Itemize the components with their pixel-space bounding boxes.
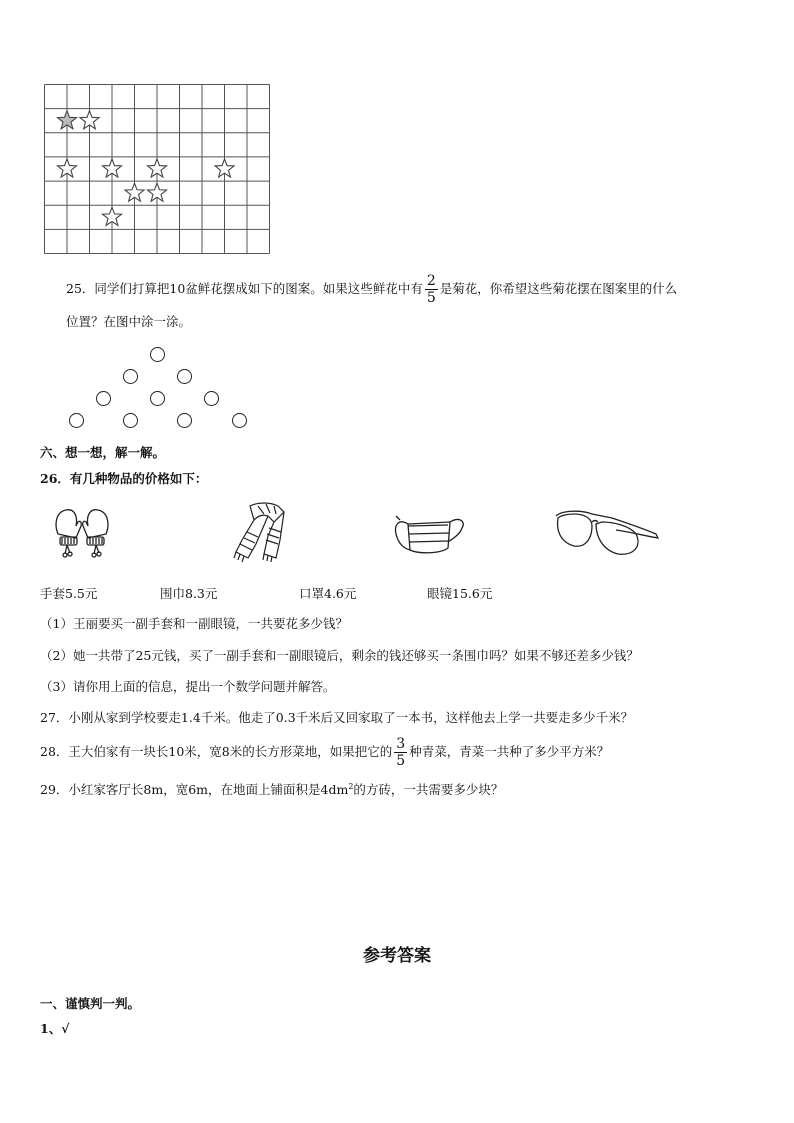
q28-suffix: 种青菜，青菜一共种了多少平方米？ (409, 744, 610, 759)
gloves-price: 手套5.5元 (40, 586, 98, 601)
q29-suffix: 的方砖，一共需要多少块？ (353, 782, 504, 797)
q25-fraction (425, 273, 438, 306)
q26-sub3: （3）请你用上面的信息，提出一个数学问题并解答。 (40, 679, 336, 694)
q26-title: 26．有几种物品的价格如下： (40, 471, 208, 486)
flower-circle[interactable] (150, 391, 165, 406)
answers-title: 参考答案 (363, 946, 431, 966)
scarf-icon (228, 500, 294, 564)
q28-frac-den: 5 (396, 753, 406, 769)
q29-sup: 2 (348, 781, 354, 791)
mask-price: 口罩4.6元 (299, 586, 357, 601)
grid-drawing (44, 84, 270, 254)
flower-circle[interactable] (96, 391, 111, 406)
q26-sub2: （2）她一共带了25元钱，买了一副手套和一副眼镜后，剩余的钱还够买一条围巾吗？如果不够还差多少钱？ (40, 648, 639, 663)
flower-circle[interactable] (150, 347, 165, 362)
flower-circle[interactable] (232, 413, 247, 428)
q28-frac-num: 3 (396, 736, 406, 752)
flower-circle[interactable] (204, 391, 219, 406)
mask-icon (390, 512, 468, 562)
section6-title: 六、想一想，解一解。 (40, 445, 166, 460)
q28-prefix: 28．王大伯家有一块长10米，宽8米的长方形菜地，如果把它的 (40, 744, 393, 759)
q25-frac-den: 5 (426, 290, 436, 306)
flower-circle[interactable] (123, 369, 138, 384)
q29-line (40, 780, 503, 798)
answers-section1: 一、谨慎判一判。 (40, 996, 141, 1011)
q25-suffix: 是菊花，你希望这些菊花摆在图案里的什么 (439, 281, 678, 296)
flower-circle[interactable] (123, 413, 138, 428)
flower-circle[interactable] (69, 413, 84, 428)
q27-text: 27．小刚从家到学校要走1.4千米。他走了0.3千米后又回家取了一本书，这样他去上学一共要走多少千米？ (40, 710, 634, 725)
gloves-icon (52, 504, 112, 562)
star-grid (44, 84, 270, 254)
q25-line2: 位置？在图中涂一涂。 (66, 314, 192, 329)
glasses-icon (552, 506, 662, 564)
q28-fraction (394, 736, 407, 769)
flower-circle[interactable] (177, 413, 192, 428)
q28-line (40, 736, 609, 769)
answer-1: 1、√ (40, 1021, 70, 1036)
scarf-price: 围巾8.3元 (160, 586, 218, 601)
q26-sub1: （1）王丽要买一副手套和一副眼镜，一共要花多少钱？ (40, 616, 348, 631)
q25-prefix: 25．同学们打算把10盆鲜花摆成如下的图案。如果这些鲜花中有 (66, 281, 423, 296)
flower-circle[interactable] (177, 369, 192, 384)
q25-frac-num: 2 (426, 273, 436, 289)
q29-prefix: 29．小红家客厅长8m，宽6m，在地面上铺面积是4dm (40, 782, 349, 797)
glasses-price: 眼镜15.6元 (427, 586, 493, 601)
q25-line1 (66, 273, 677, 306)
